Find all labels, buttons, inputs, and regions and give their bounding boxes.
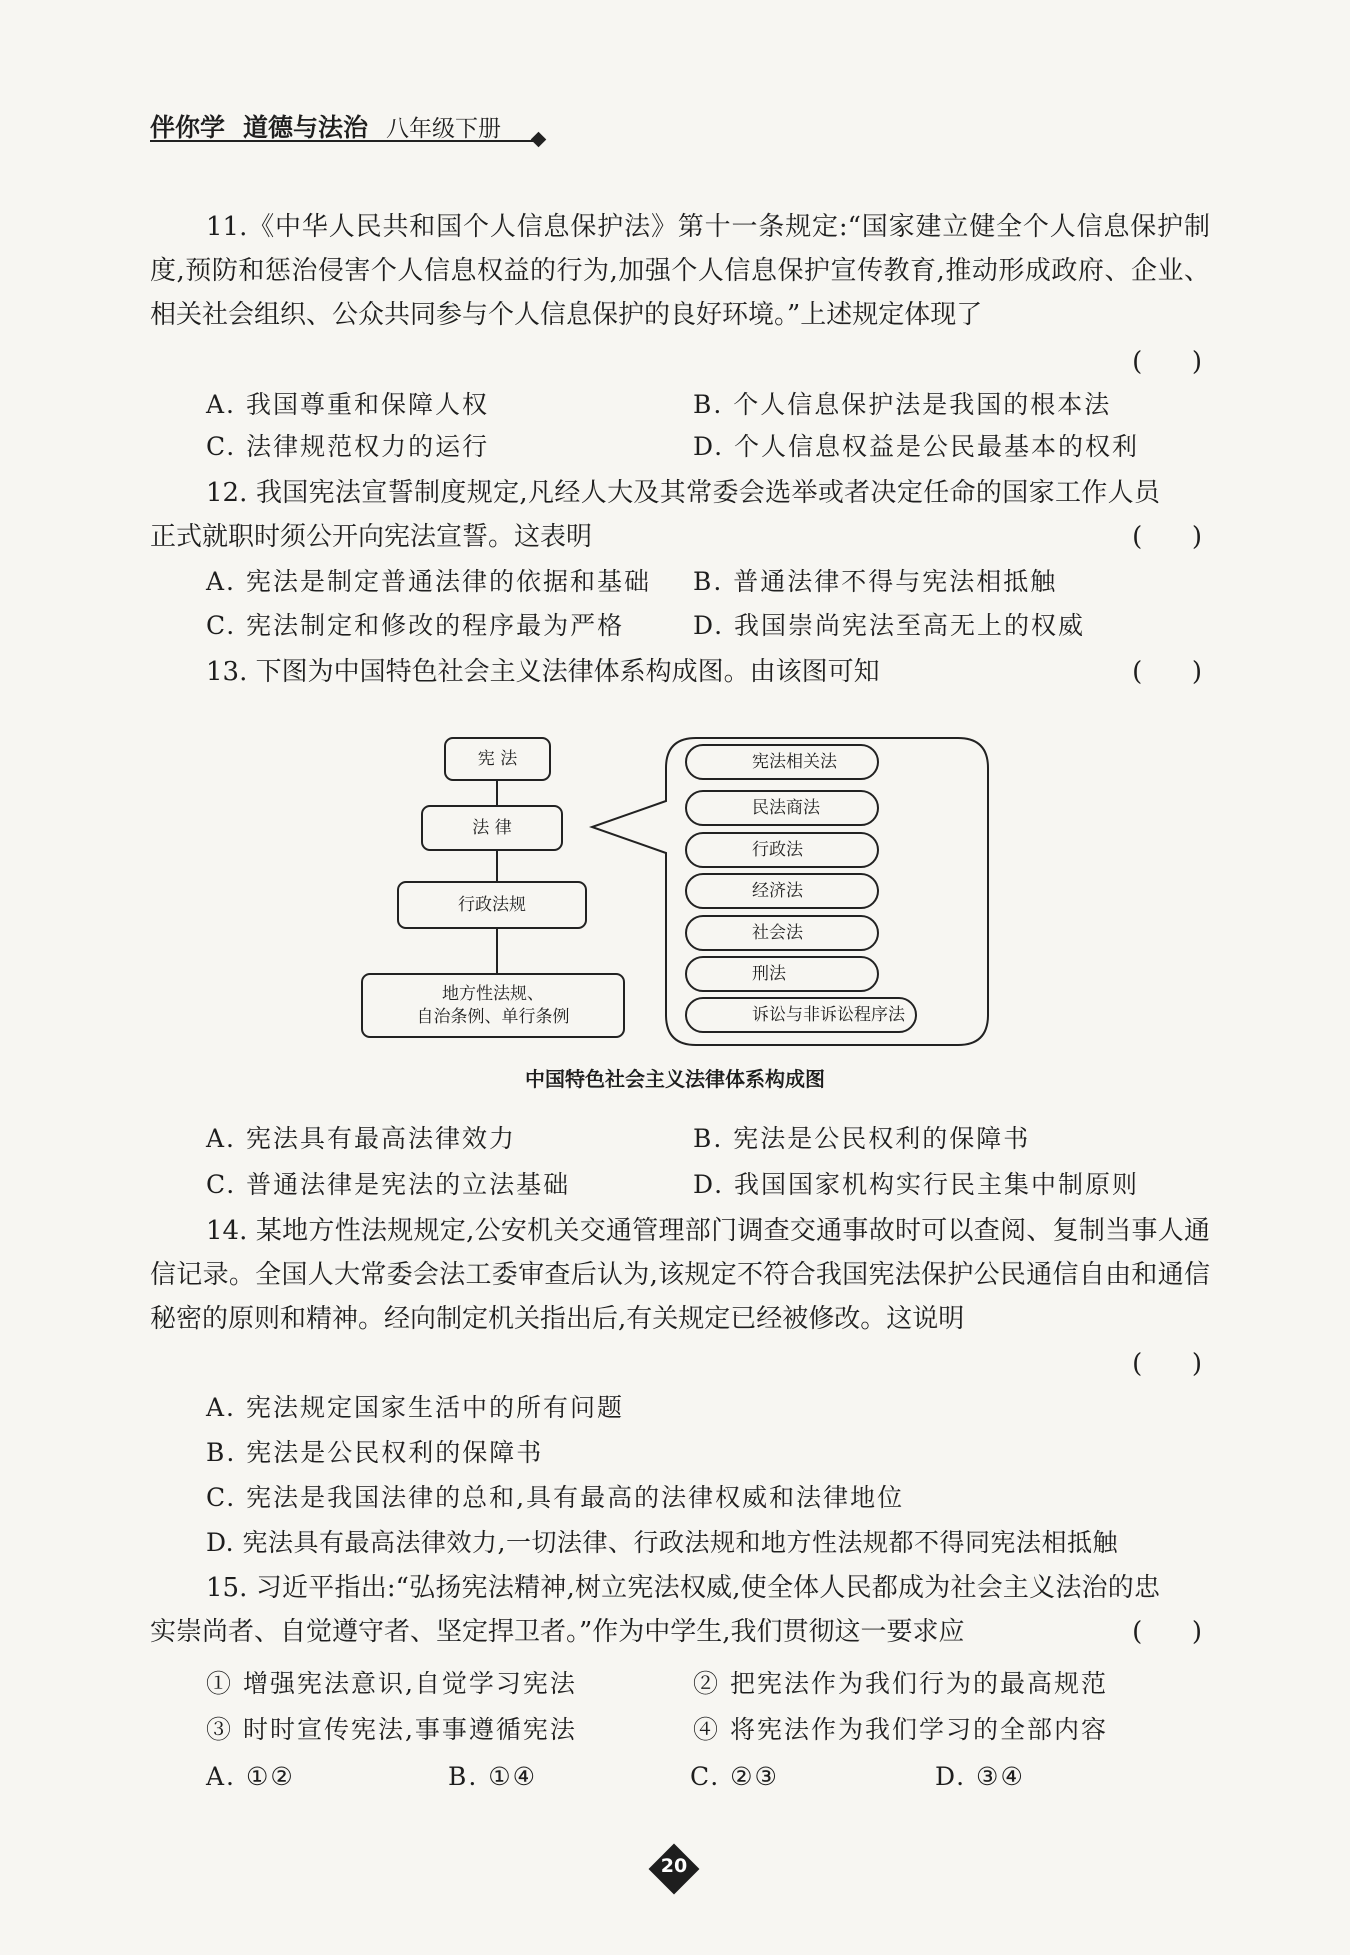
header-rule xyxy=(150,140,540,142)
question-14-option-b: B. 宪法是公民权利的保障书 xyxy=(206,1438,544,1467)
question-12-option-d: D. 我国崇尚宪法至高无上的权威 xyxy=(693,611,1086,640)
question-12-answer-blank: ( ) xyxy=(1132,522,1202,552)
question-15-answer-blank: ( ) xyxy=(1132,1617,1202,1647)
label-administrative-regulations: 行政法规 xyxy=(458,895,526,915)
page-number-badge xyxy=(648,1843,700,1895)
label-branch-constitution-related: 宪法相关法 xyxy=(752,752,837,772)
label-laws: 法 律 xyxy=(472,818,512,838)
label-branch-economic: 经济法 xyxy=(752,881,803,901)
question-14-option-c: C. 宪法是我国法律的总和,具有最高的法律权威和法律地位 xyxy=(206,1483,905,1512)
question-11-option-c: C. 法律规范权力的运行 xyxy=(206,432,490,461)
question-15-option-b: B. ①④ xyxy=(448,1762,538,1791)
question-14-answer-blank: ( ) xyxy=(1132,1349,1202,1379)
diagram-caption: 中国特色社会主义法律体系构成图 xyxy=(525,1067,825,1091)
label-branch-social: 社会法 xyxy=(752,923,803,943)
question-11-answer-blank: ( ) xyxy=(1132,347,1202,377)
question-14-stem: 14. 某地方性法规规定,公安机关交通管理部门调查交通事故时可以查阅、复制当事人通信记录。全国人大常委会法工委审查后认为,该规定不符合我国宪法保护公民通信自由和通信秘密的原则和精神。经向制定机关指出后,有关规定已经被修改。这说明 xyxy=(150,1216,1210,1334)
question-15-option-d: D. ③④ xyxy=(935,1762,1025,1791)
question-11-stem: 11.《中华人民共和国个人信息保护法》第十一条规定:“国家建立健全个人信息保护制度,预防和惩治侵害个人信息权益的行为,加强个人信息保护宣传教育,推动形成政府、企业、相关社会组织、公众共同参与个人信息保护的良好环境。”上述规定体现了 xyxy=(150,212,1210,330)
label-constitution: 宪 法 xyxy=(477,749,518,769)
label-branch-civil-commercial: 民法商法 xyxy=(752,798,820,818)
page-number: 20 xyxy=(660,1855,688,1877)
question-15-statement-1: ① 增强宪法意识,自觉学习宪法 xyxy=(206,1669,577,1698)
question-12-stem: 12. 我国宪法宣誓制度规定,凡经人大及其常委会选举或者决定任命的国家工作人员正式就职时须公开向宪法宣誓。这表明 xyxy=(150,478,1160,552)
question-15-option-a: A. ①② xyxy=(206,1762,295,1791)
question-12-option-c: C. 宪法制定和修改的程序最为严格 xyxy=(206,611,625,640)
running-header xyxy=(150,108,501,144)
question-15-stem: 15. 习近平指出:“弘扬宪法精神,树立宪法权威,使全体人民都成为社会主义法治的忠实崇尚者、自觉遵守者、坚定捍卫者。”作为中学生,我们贯彻这一要求应 xyxy=(150,1573,1160,1647)
question-14-option-a: A. 宪法规定国家生活中的所有问题 xyxy=(206,1393,624,1422)
question-13-stem: 13. 下图为中国特色社会主义法律体系构成图。由该图可知 xyxy=(206,657,880,687)
question-13-option-d: D. 我国国家机构实行民主集中制原则 xyxy=(693,1170,1140,1199)
label-branch-administrative: 行政法 xyxy=(752,840,803,860)
question-12-option-a: A. 宪法是制定普通法律的依据和基础 xyxy=(206,567,651,596)
question-13-option-b: B. 宪法是公民权利的保障书 xyxy=(693,1124,1031,1153)
question-11-option-d: D. 个人信息权益是公民最基本的权利 xyxy=(693,432,1140,461)
question-15-option-c: C. ②③ xyxy=(690,1762,779,1791)
label-local-regulations-1: 地方性法规、 xyxy=(442,984,544,1004)
question-14-option-d: D. 宪法具有最高法律效力,一切法律、行政法规和地方性法规都不得同宪法相抵触 xyxy=(206,1528,1118,1557)
book-grade: 八年级下册 xyxy=(386,116,502,142)
label-branch-procedural: 诉讼与非诉讼程序法 xyxy=(752,1005,905,1025)
question-15-statement-4: ④ 将宪法作为我们学习的全部内容 xyxy=(693,1715,1108,1744)
question-11-option-b: B. 个人信息保护法是我国的根本法 xyxy=(693,390,1112,419)
book-series: 伴你学 xyxy=(150,113,226,142)
question-13-answer-blank: ( ) xyxy=(1132,657,1202,687)
label-local-regulations-2: 自治条例、单行条例 xyxy=(416,1007,570,1027)
question-11-option-a: A. 我国尊重和保障人权 xyxy=(206,390,489,419)
label-branch-criminal: 刑法 xyxy=(752,964,786,984)
question-15-statement-2: ② 把宪法作为我们行为的最高规范 xyxy=(693,1669,1108,1698)
question-13-option-a: A. 宪法具有最高法律效力 xyxy=(206,1124,516,1153)
book-subject: 道德与法治 xyxy=(243,113,369,142)
header-diamond-icon xyxy=(531,132,547,148)
legal-system-diagram xyxy=(350,725,1000,1055)
question-15-statement-3: ③ 时时宣传宪法,事事遵循宪法 xyxy=(206,1715,577,1744)
question-13-option-c: C. 普通法律是宪法的立法基础 xyxy=(206,1170,571,1199)
question-12-option-b: B. 普通法律不得与宪法相抵触 xyxy=(693,567,1058,596)
